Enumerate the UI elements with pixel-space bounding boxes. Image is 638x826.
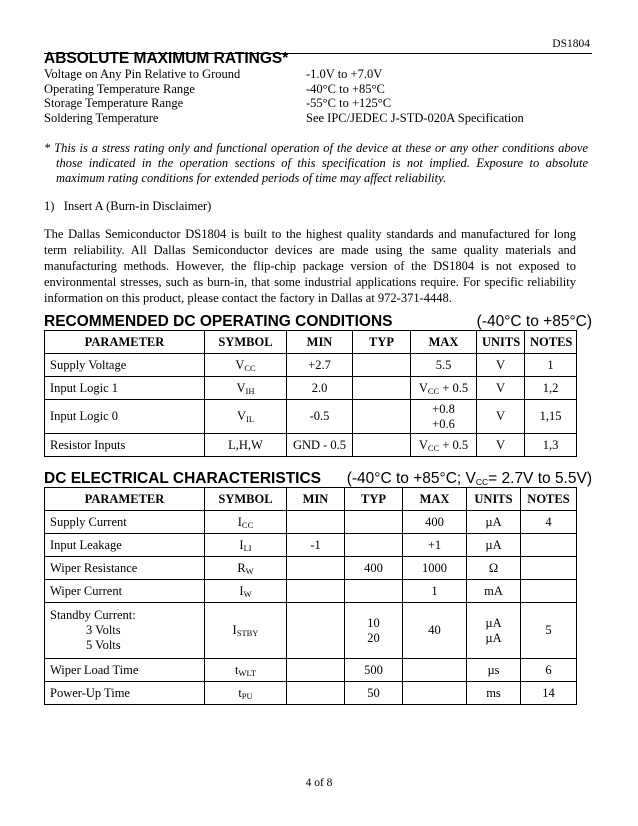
cell-parameter: Input Leakage — [45, 534, 205, 557]
cell-parameter: Input Logic 0 — [45, 400, 205, 434]
cell-symbol — [205, 659, 287, 682]
cell-typ — [353, 400, 411, 434]
cell-notes: 1,2 — [525, 377, 577, 400]
cell-max: +1 — [403, 534, 467, 557]
cell-max — [403, 659, 467, 682]
col-header-min: MIN — [287, 331, 353, 354]
cell-notes: 1,15 — [525, 400, 577, 434]
cell-notes — [521, 580, 577, 603]
cell-min: -0.5 — [287, 400, 353, 434]
col-header-units: UNITS — [477, 331, 525, 354]
dc-elec-table — [44, 487, 577, 705]
rating-row — [44, 67, 604, 82]
rating-value: -55°C to +125°C — [306, 96, 392, 110]
col-header-notes: NOTES — [525, 331, 577, 354]
cell-symbol — [205, 580, 287, 603]
insert-a-heading: 1) Insert A (Burn-in Disclaimer) — [44, 199, 212, 213]
abs-max-ratings-list — [44, 67, 604, 125]
symbol-main: I — [237, 514, 242, 529]
col-header-typ: TYP — [345, 488, 403, 511]
cell-symbol — [205, 557, 287, 580]
cell-typ — [353, 354, 411, 377]
cell-min — [287, 511, 345, 534]
symbol-subscript: IL — [246, 414, 255, 424]
cell-min — [287, 682, 345, 705]
param-line: 3 Volts — [86, 623, 121, 637]
rating-value: See IPC/JEDEC J-STD-020A Specification — [306, 110, 524, 125]
col-header-symbol: SYMBOL — [205, 331, 287, 354]
cell-min — [287, 580, 345, 603]
table-row — [45, 400, 577, 434]
symbol-subscript: WLT — [238, 667, 257, 678]
cell-max — [411, 377, 477, 400]
cell-units: V — [477, 400, 525, 434]
rating-label: Operating Temperature Range — [44, 81, 195, 96]
table-row — [45, 659, 577, 682]
cell-parameter: Wiper Load Time — [45, 659, 205, 682]
cell-min — [287, 659, 345, 682]
col-header-max: MAX — [411, 331, 477, 354]
cell-parameter: Power-Up Time — [45, 682, 205, 705]
table-row — [45, 354, 577, 377]
cell-symbol — [205, 603, 287, 659]
symbol-subscript: IH — [245, 385, 255, 396]
param-line: 5 Volts — [86, 638, 121, 652]
table-row — [45, 377, 577, 400]
symbol-main: V — [236, 409, 246, 423]
cell-parameter: Wiper Current — [45, 580, 205, 603]
cell-min — [287, 603, 345, 659]
max-main: V — [418, 380, 428, 395]
units-line: µA — [485, 615, 502, 630]
table-header-row — [45, 488, 577, 511]
cell-parameter: Supply Voltage — [45, 354, 205, 377]
col-header-symbol: SYMBOL — [205, 488, 287, 511]
symbol-subscript: W — [243, 588, 252, 599]
table-row — [45, 511, 577, 534]
col-header-parameter: PARAMETER — [45, 488, 205, 511]
col-header-parameter: PARAMETER — [45, 331, 205, 354]
cell-units: V — [477, 377, 525, 400]
page-number: 4 of 8 — [305, 777, 333, 789]
cell-typ — [353, 434, 411, 457]
symbol-subscript: CC — [244, 362, 256, 373]
cell-max: 400 — [403, 511, 467, 534]
cell-symbol — [205, 377, 287, 400]
max-subscript: CC — [427, 442, 440, 453]
cell-typ: 50 — [345, 682, 403, 705]
cell-notes: 4 — [521, 511, 577, 534]
cell-max: 40 — [403, 603, 467, 659]
rating-label: Storage Temperature Range — [44, 96, 184, 110]
symbol-main: t — [238, 685, 242, 700]
param-line: Standby Current: — [50, 608, 136, 622]
max-tail: + 0.5 — [439, 437, 469, 452]
cell-max: 1000 — [403, 557, 467, 580]
condition-text: = 2.7V to 5.5V) — [488, 470, 592, 487]
table-header-row — [45, 331, 577, 354]
cell-typ — [345, 603, 403, 659]
condition-subscript: CC — [475, 477, 489, 487]
cell-notes: 1 — [525, 354, 577, 377]
cell-typ — [345, 511, 403, 534]
cell-units: Ω — [467, 557, 521, 580]
cell-typ — [353, 377, 411, 400]
cell-notes — [521, 534, 577, 557]
cell-parameter: Resistor Inputs — [45, 434, 205, 457]
symbol-main: V — [235, 357, 245, 372]
rating-value: -1.0V to +7.0V — [306, 67, 383, 81]
symbol-main: I — [232, 623, 237, 637]
cell-notes: 5 — [521, 603, 577, 659]
max-main: V — [418, 437, 428, 452]
dc-elec-title: DC ELECTRICAL CHARACTERISTICS — [44, 470, 321, 487]
cell-symbol — [205, 534, 287, 557]
page-header-part-number: DS1804 — [552, 38, 590, 50]
cell-notes: 14 — [521, 682, 577, 705]
dc-elec-condition — [347, 470, 592, 488]
cell-min: +2.7 — [287, 354, 353, 377]
cell-typ — [345, 534, 403, 557]
typ-line: 10 — [367, 615, 380, 630]
rec-dc-table — [44, 330, 577, 457]
cell-typ: 400 — [345, 557, 403, 580]
cell-units: µA — [467, 511, 521, 534]
cell-symbol — [205, 434, 287, 457]
symbol-subscript: CC — [241, 519, 254, 530]
cell-symbol — [205, 682, 287, 705]
max-line: +0.6 — [432, 416, 455, 431]
cell-notes — [521, 557, 577, 580]
symbol-main: V — [236, 380, 246, 395]
symbol-subscript: LI — [243, 542, 252, 553]
symbol-main: t — [234, 662, 239, 677]
table-row — [45, 603, 577, 659]
max-tail: + 0.5 — [439, 380, 469, 395]
cell-parameter: Wiper Resistance — [45, 557, 205, 580]
cell-min: 2.0 — [287, 377, 353, 400]
cell-notes: 1,3 — [525, 434, 577, 457]
typ-line: 20 — [367, 630, 380, 645]
symbol-main: I — [239, 583, 244, 598]
table-row — [45, 434, 577, 457]
cell-parameter: Supply Current — [45, 511, 205, 534]
cell-symbol — [205, 511, 287, 534]
rating-row — [44, 96, 604, 111]
table-row — [45, 682, 577, 705]
table-row — [45, 557, 577, 580]
cell-units: µA — [467, 534, 521, 557]
symbol-subscript: W — [245, 565, 254, 576]
cell-max — [411, 434, 477, 457]
cell-units: ms — [467, 682, 521, 705]
symbol-main: I — [239, 537, 244, 552]
cell-min: -1 — [287, 534, 345, 557]
cell-units: µs — [467, 659, 521, 682]
cell-symbol — [205, 400, 287, 434]
cell-min: GND - 0.5 — [287, 434, 353, 457]
symbol-main: L,H,W — [228, 437, 263, 452]
cell-parameter: Input Logic 1 — [45, 377, 205, 400]
cell-min — [287, 557, 345, 580]
condition-text: (-40°C to +85°C; V — [346, 470, 476, 487]
col-header-typ: TYP — [353, 331, 411, 354]
rec-dc-condition: (-40°C to +85°C) — [476, 313, 592, 330]
burn-in-disclaimer-paragraph: The Dallas Semiconductor DS1804 is built to the highest quality standards and manufactured for long term reliability. All Dallas Semiconductor devices are made using the same quality materials and manufacturing methods. However, the flip-chip package version of the DS1804 is not exposed to environmental stresses, such as burn-in, that some industrial applications require. For specific reliability information on this product, please contact the factory in Dallas at 972-371-4448. — [44, 227, 576, 305]
col-header-notes: NOTES — [521, 488, 577, 511]
max-line: +0.8 — [432, 401, 455, 416]
cell-units: V — [477, 354, 525, 377]
cell-max — [411, 400, 477, 434]
cell-symbol — [205, 354, 287, 377]
cell-units: mA — [467, 580, 521, 603]
cell-units: V — [477, 434, 525, 457]
symbol-subscript: PU — [241, 690, 253, 701]
col-header-min: MIN — [287, 488, 345, 511]
col-header-max: MAX — [403, 488, 467, 511]
rating-row — [44, 82, 604, 97]
symbol-subscript: STBY — [236, 628, 259, 638]
cell-max: 1 — [403, 580, 467, 603]
stress-rating-footnote: * This is a stress rating only and functional operation of the device at these or any other conditions above those indicated in the operation sections of this specification is not implied. Exposure to absolute maximum rating conditions for extended periods of time may affect reliability. — [44, 141, 588, 185]
cell-parameter — [45, 603, 205, 659]
max-subscript: CC — [427, 385, 440, 396]
table-row — [45, 580, 577, 603]
cell-notes: 6 — [521, 659, 577, 682]
symbol-main: R — [237, 560, 246, 575]
rating-label: Soldering Temperature — [44, 110, 159, 125]
rating-row — [44, 111, 604, 126]
table-row — [45, 534, 577, 557]
cell-typ — [345, 580, 403, 603]
cell-max — [411, 354, 477, 377]
cell-units — [467, 603, 521, 659]
abs-max-title: ABSOLUTE MAXIMUM RATINGS* — [44, 50, 289, 67]
rating-value: -40°C to +85°C — [306, 81, 385, 96]
units-line: µA — [485, 630, 502, 645]
cell-max — [403, 682, 467, 705]
cell-typ: 500 — [345, 659, 403, 682]
rating-label: Voltage on Any Pin Relative to Ground — [44, 67, 241, 81]
col-header-units: UNITS — [467, 488, 521, 511]
rec-dc-title: RECOMMENDED DC OPERATING CONDITIONS — [44, 313, 393, 330]
max-main: 5.5 — [435, 357, 452, 372]
